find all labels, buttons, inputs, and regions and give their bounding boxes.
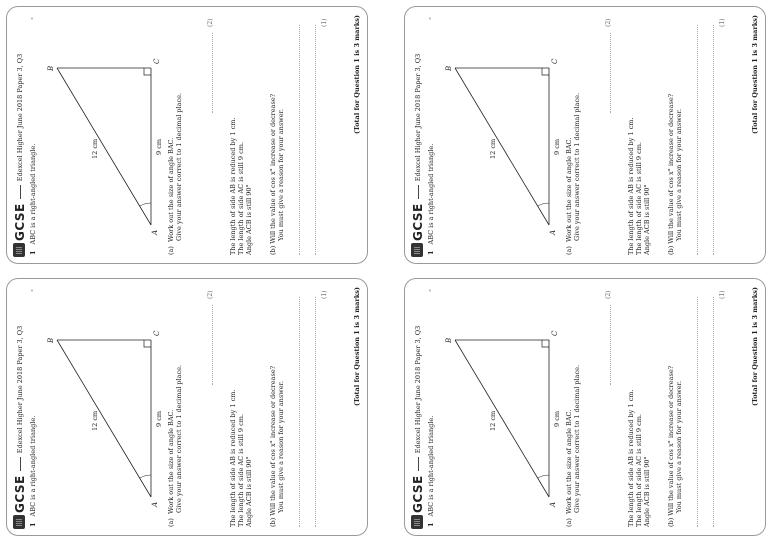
- part-b-instruction: Will the value of cos x° increase or decrease?: [667, 93, 675, 244]
- triangle-diagram: [441, 43, 561, 243]
- worksheet-card: [6, 278, 368, 536]
- vertex-c-label: C: [153, 330, 161, 336]
- info-line-1: The length of side AB is reduced by 1 cm.: [627, 389, 635, 527]
- side-ab-length: 12 cm: [91, 138, 99, 159]
- part-b-label: (b): [269, 245, 277, 255]
- right-angle-marker: [542, 68, 549, 75]
- question-total: (Total for Question 1 is 3 marks): [352, 15, 361, 134]
- part-a-precision-note: Give your answer correct to 1 decimal place.: [175, 364, 184, 513]
- part-b-label: (b): [667, 517, 675, 527]
- part-b-answer-line-2[interactable]: [315, 297, 316, 527]
- question-number: 1: [29, 250, 37, 255]
- part-a: [167, 289, 183, 527]
- question-number: 1: [427, 522, 435, 527]
- worksheet-page: [7, 279, 367, 535]
- part-b: [667, 17, 683, 255]
- part-a-answer-line[interactable]: [212, 305, 213, 385]
- question-number: 1: [427, 250, 435, 255]
- side-ab-line: [57, 68, 151, 225]
- info-line-1: The length of side AB is reduced by 1 cm.: [627, 117, 635, 255]
- source-reference: Edexcel Higher June 2018 Paper 3, Q3: [414, 325, 423, 454]
- source-reference: Edexcel Higher June 2018 Paper 3, Q3: [414, 53, 423, 182]
- part-a-label: (a): [167, 246, 175, 255]
- part-a: [565, 289, 581, 527]
- part-a-instruction: Work out the size of angle BAC.: [167, 137, 175, 243]
- qualification-label: GCSE: [411, 203, 425, 241]
- triangle-diagram: [43, 43, 163, 243]
- side-ab-line: [455, 68, 549, 225]
- info-line-1: The length of side AB is reduced by 1 cm.: [229, 117, 237, 255]
- part-b-marks: (1): [719, 290, 726, 299]
- part-b-answer-line-1[interactable]: [299, 297, 300, 527]
- worksheet-page: [7, 7, 367, 263]
- part-b-instruction: Will the value of cos x° increase or decrease?: [667, 365, 675, 516]
- part-a-answer-line[interactable]: [610, 305, 611, 385]
- part-b-instruction: Will the value of cos x° increase or decrease?: [269, 93, 277, 244]
- question-number: 1: [29, 522, 37, 527]
- vertex-a-label: A: [549, 501, 557, 507]
- part-a-marks: (2): [605, 290, 612, 299]
- part-b-marks: (1): [321, 18, 328, 27]
- part-b-answer-line-2[interactable]: [713, 25, 714, 255]
- part-a: [565, 17, 581, 255]
- vertex-c-label: C: [551, 58, 559, 64]
- page-header: [411, 15, 426, 241]
- part-b-instruction: Will the value of cos x° increase or decrease?: [269, 365, 277, 516]
- exam-board-logo-icon: [13, 243, 25, 257]
- question-total: (Total for Question 1 is 3 marks): [750, 15, 759, 134]
- side-ab-length: 12 cm: [489, 138, 497, 159]
- part-a-precision-note: Give your answer correct to 1 decimal place.: [573, 92, 582, 241]
- part-b-answer-line-1[interactable]: [697, 25, 698, 255]
- exam-board-logo-icon: [411, 243, 423, 257]
- info-line-3: Angle ACB is still 90°: [245, 456, 254, 527]
- part-b-answer-line-2[interactable]: [713, 297, 714, 527]
- header-divider: [418, 185, 419, 199]
- vertex-c-label: C: [551, 330, 559, 336]
- vertex-b-label: B: [47, 65, 55, 71]
- part-b-reason-note: You must give a reason for your answer.: [675, 380, 684, 513]
- right-angle-marker: [144, 68, 151, 75]
- part-b: [269, 289, 285, 527]
- corner-mark: °: [31, 17, 38, 20]
- part-a-instruction: Work out the size of angle BAC.: [565, 137, 573, 243]
- triangle-diagram: [441, 315, 561, 515]
- info-block: [229, 289, 253, 527]
- page-header: [411, 287, 426, 513]
- worksheet-page: [405, 279, 765, 535]
- side-ac-length: 9 cm: [553, 410, 561, 427]
- exam-board-logo-icon: [411, 515, 423, 529]
- worksheet-card: [404, 278, 766, 536]
- part-b-reason-note: You must give a reason for your answer.: [277, 380, 286, 513]
- source-reference: Edexcel Higher June 2018 Paper 3, Q3: [16, 53, 25, 182]
- question-intro: [427, 416, 435, 527]
- vertex-c-label: C: [153, 58, 161, 64]
- side-ab-length: 12 cm: [489, 410, 497, 431]
- question-intro-text: ABC is a right-angled triangle.: [29, 143, 37, 245]
- qualification-label: GCSE: [13, 203, 27, 241]
- header-divider: [20, 457, 21, 471]
- question-intro: [427, 144, 435, 255]
- part-b-answer-line-1[interactable]: [299, 25, 300, 255]
- part-a-label: (a): [565, 246, 573, 255]
- side-ac-length: 9 cm: [155, 138, 163, 155]
- question-intro: [29, 144, 37, 255]
- part-a-instruction: Work out the size of angle BAC.: [565, 409, 573, 515]
- side-ac-length: 9 cm: [553, 138, 561, 155]
- part-a: [167, 17, 183, 255]
- triangle-diagram: [43, 315, 163, 515]
- part-a-marks: (2): [207, 18, 214, 27]
- vertex-a-label: A: [151, 501, 159, 507]
- part-b-reason-note: You must give a reason for your answer.: [277, 108, 286, 241]
- vertex-b-label: B: [47, 337, 55, 343]
- worksheet-card: [6, 6, 368, 264]
- info-line-2: The length of side AC is still 9 cm.: [635, 142, 644, 255]
- part-a-instruction: Work out the size of angle BAC.: [167, 409, 175, 515]
- part-b-reason-note: You must give a reason for your answer.: [675, 108, 684, 241]
- question-total: (Total for Question 1 is 3 marks): [352, 287, 361, 406]
- info-line-3: Angle ACB is still 90°: [245, 184, 254, 255]
- info-block: [229, 17, 253, 255]
- part-b-answer-line-1[interactable]: [697, 297, 698, 527]
- part-b-label: (b): [667, 245, 675, 255]
- question-intro-text: ABC is a right-angled triangle.: [427, 415, 435, 517]
- vertex-b-label: B: [445, 337, 453, 343]
- exam-board-logo-icon: [13, 515, 25, 529]
- vertex-a-label: A: [549, 229, 557, 235]
- page-header: [13, 287, 28, 513]
- side-ab-line: [57, 340, 151, 497]
- question-intro-text: ABC is a right-angled triangle.: [29, 415, 37, 517]
- vertex-a-label: A: [151, 229, 159, 235]
- part-b: [667, 289, 683, 527]
- side-ac-length: 9 cm: [155, 410, 163, 427]
- part-a-answer-line[interactable]: [610, 33, 611, 113]
- question-intro: [29, 416, 37, 527]
- qualification-label: GCSE: [13, 475, 27, 513]
- vertex-b-label: B: [445, 65, 453, 71]
- info-block: [627, 17, 651, 255]
- corner-mark: °: [31, 289, 38, 292]
- header-divider: [418, 457, 419, 471]
- part-b-label: (b): [269, 517, 277, 527]
- worksheet-page: [405, 7, 765, 263]
- part-a-label: (a): [565, 518, 573, 527]
- right-angle-marker: [542, 340, 549, 347]
- side-ab-line: [455, 340, 549, 497]
- header-divider: [20, 185, 21, 199]
- part-b: [269, 17, 285, 255]
- page-header: [13, 15, 28, 241]
- angle-x-arc: [140, 475, 151, 478]
- part-b-marks: (1): [321, 290, 328, 299]
- part-b-marks: (1): [719, 18, 726, 27]
- side-ab-length: 12 cm: [91, 410, 99, 431]
- worksheet-card: [404, 6, 766, 264]
- info-line-2: The length of side AC is still 9 cm.: [237, 142, 246, 255]
- part-a-precision-note: Give your answer correct to 1 decimal place.: [573, 364, 582, 513]
- angle-x-arc: [538, 475, 549, 478]
- qualification-label: GCSE: [411, 475, 425, 513]
- angle-x-arc: [538, 203, 549, 206]
- question-intro-text: ABC is a right-angled triangle.: [427, 143, 435, 245]
- info-line-3: Angle ACB is still 90°: [643, 184, 652, 255]
- part-b-answer-line-2[interactable]: [315, 25, 316, 255]
- info-line-1: The length of side AB is reduced by 1 cm.: [229, 389, 237, 527]
- info-line-2: The length of side AC is still 9 cm.: [635, 414, 644, 527]
- part-a-label: (a): [167, 518, 175, 527]
- part-a-precision-note: Give your answer correct to 1 decimal place.: [175, 92, 184, 241]
- part-a-marks: (2): [207, 290, 214, 299]
- right-angle-marker: [144, 340, 151, 347]
- angle-x-arc: [140, 203, 151, 206]
- corner-mark: °: [429, 17, 436, 20]
- source-reference: Edexcel Higher June 2018 Paper 3, Q3: [16, 325, 25, 454]
- info-line-2: The length of side AC is still 9 cm.: [237, 414, 246, 527]
- question-total: (Total for Question 1 is 3 marks): [750, 287, 759, 406]
- info-block: [627, 289, 651, 527]
- part-a-answer-line[interactable]: [212, 33, 213, 113]
- info-line-3: Angle ACB is still 90°: [643, 456, 652, 527]
- corner-mark: °: [429, 289, 436, 292]
- part-a-marks: (2): [605, 18, 612, 27]
